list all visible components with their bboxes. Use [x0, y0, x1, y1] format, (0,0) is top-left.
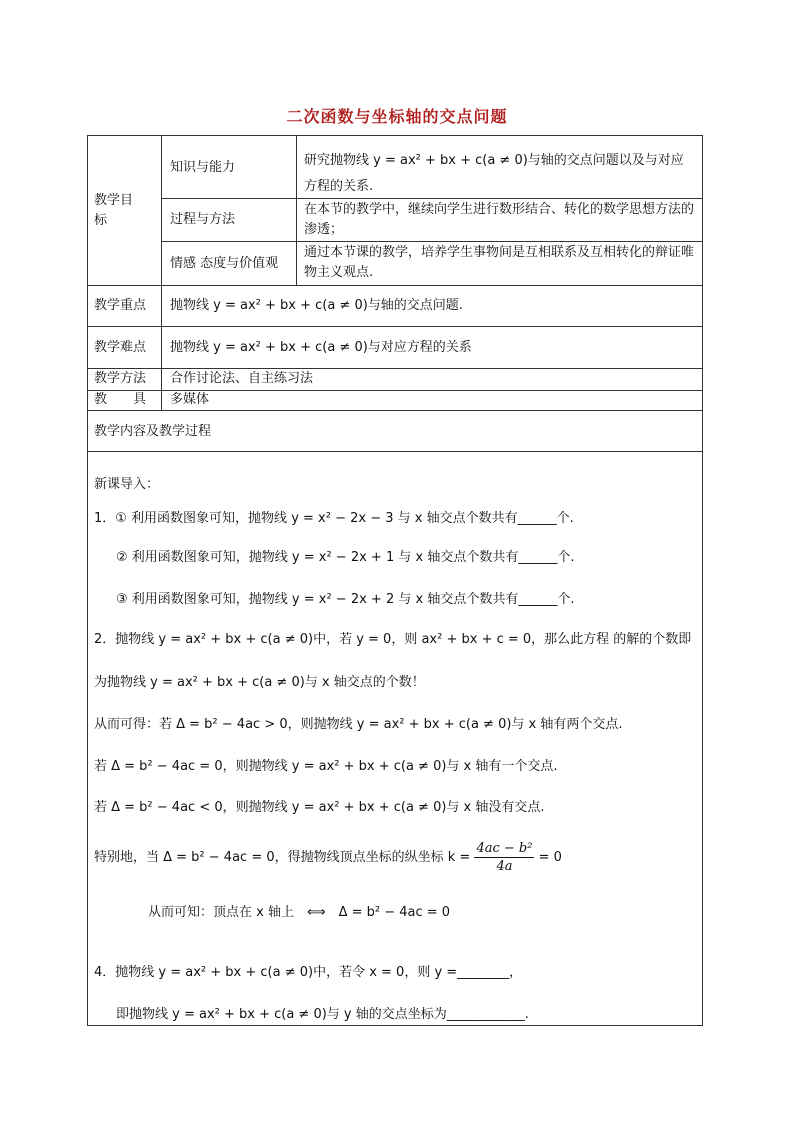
key-text: 抛物线 y = ax² + bx + c(a ≠ 0)与轴的交点问题. — [170, 298, 463, 313]
vertex-fraction — [474, 840, 534, 875]
question-4a: 4．抛物线 y = ax² + bx + c(a ≠ 0)中，若令 x = 0，则 y =________， — [94, 965, 523, 980]
conclusion-3: 若 Δ = b² − 4ac < 0，则抛物线 y = ax² + bx + c(a ≠ 0)与 x 轴没有交点. — [94, 800, 545, 815]
rule-key — [87, 326, 703, 327]
goal-text-attitude: 通过本节课的教学，培养学生事物间是互相联系及互相转化的辩证唯物主义观点. — [304, 245, 695, 280]
method-label: 教学方法 — [94, 371, 147, 386]
rule-goals-end — [87, 285, 703, 286]
rule-col-2 — [296, 135, 297, 285]
fraction-numerator: 4ac − b² — [476, 841, 533, 856]
intro-heading: 新课导入： — [94, 477, 160, 492]
goal-text-ability: 研究抛物线 y = ax² + bx + c(a ≠ 0)与轴的交点问题以及与对应方程的关系. — [304, 153, 684, 194]
question-1b: ② 利用函数图象可知，抛物线 y = x² − 2x + 1 与 x 轴交点个数共有______个. — [116, 550, 575, 565]
goal-text-process: 在本节的教学中，继续向学生进行数形结合、转化的数学思想方法的渗透； — [304, 202, 695, 237]
diff-text: 抛物线 y = ax² + bx + c(a ≠ 0)与对应方程的关系 — [170, 340, 472, 355]
special-case-text: 特别地，当 Δ = b² − 4ac = 0，得抛物线顶点坐标的纵坐标 k = — [94, 850, 471, 865]
rule-col-1 — [161, 135, 162, 410]
vertex-conclusion: 从而可知：顶点在 x 轴上 ⟺ Δ = b² − 4ac = 0 — [148, 905, 451, 920]
question-4b: 即抛物线 y = ax² + bx + c(a ≠ 0)与 y 轴的交点坐标为____________. — [116, 1007, 529, 1022]
diff-label: 教学难点 — [94, 340, 147, 355]
page-title: 二次函数与坐标轴的交点问题 — [286, 107, 508, 126]
process-label: 教学内容及教学过程 — [94, 424, 212, 439]
conclusion-1: 从而可得：若 Δ = b² − 4ac > 0，则抛物线 y = ax² + bx + c(a ≠ 0)与 x 轴有两个交点. — [94, 717, 623, 732]
goal-label-ability: 知识与能力 — [170, 160, 236, 175]
question-1a: 1．① 利用函数图象可知，抛物线 y = x² − 2x − 3 与 x 轴交点个数共有______个. — [94, 511, 574, 526]
goal-label: 教学目标 — [94, 193, 134, 228]
tool-text: 多媒体 — [170, 392, 210, 407]
rule-goals-2 — [161, 241, 703, 242]
goal-label-attitude: 情感 态度与价值观 — [170, 256, 279, 271]
rule-process — [87, 451, 703, 452]
conclusion-2: 若 Δ = b² − 4ac = 0，则抛物线 y = ax² + bx + c(a ≠ 0)与 x 轴有一个交点. — [94, 759, 558, 774]
question-1c: ③ 利用函数图象可知，抛物线 y = x² − 2x + 2 与 x 轴交点个数共有______个. — [116, 592, 575, 607]
goal-label-process: 过程与方法 — [170, 212, 236, 227]
tool-label: 教 具 — [94, 392, 147, 407]
fraction-denominator: 4a — [496, 859, 513, 874]
question-2a: 2．抛物线 y = ax² + bx + c(a ≠ 0)中，若 y = 0，则 ax² + bx + c = 0，那么此方程 的解的个数即 — [94, 632, 692, 647]
special-case-tail: = 0 — [538, 850, 562, 865]
special-case — [94, 838, 562, 878]
method-text: 合作讨论法、自主练习法 — [170, 371, 314, 386]
key-label: 教学重点 — [94, 298, 147, 313]
question-2b: 为抛物线 y = ax² + bx + c(a ≠ 0)与 x 轴交点的个数！ — [94, 675, 425, 690]
